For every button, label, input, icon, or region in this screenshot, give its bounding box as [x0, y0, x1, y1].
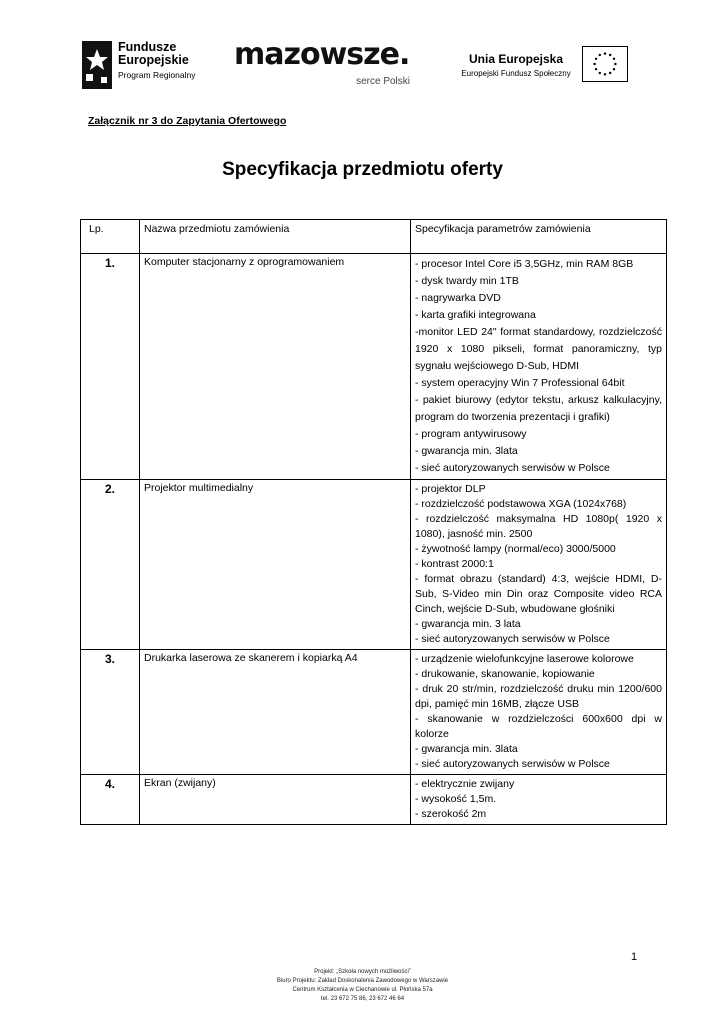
table-row [81, 650, 667, 775]
spec-item: - gwarancja min. 3 lata [415, 618, 521, 630]
ue-title: Unia Europejska [468, 52, 564, 66]
footer-line: Biuro Projektu: Zakład Doskonalenia Zawodowego w Warszawie [276, 978, 449, 984]
row-lp: 2. [81, 480, 140, 650]
spec-item: - druk 20 str/min, rozdzielczość druku min 1200/600 dpi, pamięć min 16MB, złącze USB [415, 683, 662, 710]
spec-item: - skanowanie w rozdzielczości 600x600 dpi w kolorze [415, 713, 662, 740]
fe-star-icon [82, 41, 112, 89]
row-name: Ekran (zwijany) [140, 775, 411, 825]
spec-item: - kontrast 2000:1 [415, 558, 494, 570]
spec-item: - urządzenie wielofunkcyjne laserowe kolorowe [415, 653, 634, 665]
footer-line: Centrum Kształcenia w Ciechanowie ul. Płońska 57a [292, 987, 433, 993]
spec-item: - drukowanie, skanowanie, kopiowanie [415, 668, 595, 680]
page-number: 1 [631, 951, 638, 963]
row-name: Komputer stacjonarny z oprogramowaniem [140, 254, 411, 480]
annex-label: Załącznik nr 3 do Zapytania Ofertowego [88, 115, 287, 127]
spec-item: - wysokość 1,5m. [415, 793, 497, 805]
spec-item: - rozdzielczość maksymalna HD 1080p( 1920 x 1080), jasność min. 2500 [415, 513, 662, 540]
row-spec [411, 775, 667, 825]
specification-table [80, 219, 667, 825]
mazowsze-tagline: serce Polski [356, 76, 410, 87]
row-lp: 4. [81, 775, 140, 825]
spec-item: - sieć autoryzowanych serwisów w Polsce [415, 633, 610, 645]
spec-item: - sieć autoryzowanych serwisów w Polsce [415, 462, 610, 474]
row-spec [411, 650, 667, 775]
spec-item: -monitor LED 24" format standardowy, rozdzielczość 1920 x 1080 pikseli, format panoramiczny, typ sygnału wejściowego D-Sub, HDMI [415, 326, 662, 372]
page-title: Specyfikacja przedmiotu oferty [222, 159, 503, 180]
spec-item: - gwarancja min. 3lata [415, 743, 518, 755]
spec-item: - szerokość 2m [415, 808, 487, 820]
spec-item: - nagrywarka DVD [415, 292, 501, 304]
spec-item: - format obrazu (standard) 4:3, wejście HDMI, D-Sub, S-Video min Din oraz Composite video RCA Cinch, wejście D-Sub, wbudowane głośniki [415, 573, 662, 615]
mazowsze-wordmark: mazowsze. [234, 37, 410, 72]
row-spec [411, 254, 667, 480]
ue-logo-text [456, 52, 576, 92]
spec-item: - procesor Intel Core i5 3,5GHz, min RAM 8GB [415, 258, 634, 270]
fe-line3: Program Regionalny [118, 70, 196, 80]
spec-item: - system operacyjny Win 7 Professional 64bit [415, 377, 625, 389]
spec-item: - program antywirusowy [415, 428, 527, 440]
spec-item: - żywotność lampy (normal/eco) 3000/5000 [415, 543, 616, 555]
spec-item: - dysk twardy min 1TB [415, 275, 519, 287]
footer-line: tel. 23 672 75 86, 23 672 46 64 [320, 996, 405, 1002]
spec-item: - elektrycznie zwijany [415, 778, 515, 790]
table-row [81, 254, 667, 480]
footer-line: Projekt: „Szkoła nowych możliwości” [314, 969, 411, 975]
fe-line1: Fundusze [118, 40, 177, 54]
row-lp: 1. [81, 254, 140, 480]
footer [0, 968, 725, 1004]
table-row [81, 480, 667, 650]
header-logos [82, 38, 642, 96]
fe-line2: Europejskie [118, 53, 189, 67]
header-name: Nazwa przedmiotu zamówienia [140, 220, 411, 254]
spec-item: - karta grafiki integrowana [415, 309, 536, 321]
spec-item: - rozdzielczość podstawowa XGA (1024x768) [415, 498, 627, 510]
row-name: Projektor multimedialny [140, 480, 411, 650]
eu-flag-icon [582, 46, 628, 82]
table-header-row [81, 220, 667, 254]
mazowsze-logo [234, 38, 424, 96]
spec-item: - projektor DLP [415, 483, 486, 495]
table-row [81, 775, 667, 825]
ue-subtitle: Europejski Fundusz Społeczny [461, 69, 571, 78]
row-spec [411, 480, 667, 650]
spec-item: - sieć autoryzowanych serwisów w Polsce [415, 758, 610, 770]
row-lp: 3. [81, 650, 140, 775]
spec-item: - gwarancja min. 3lata [415, 445, 518, 457]
spec-item: - pakiet biurowy (edytor tekstu, arkusz kalkulacyjny, program do tworzenia prezentacji i grafiki) [415, 394, 662, 423]
fundusze-europejskie-logo [82, 41, 212, 89]
header-spec: Specyfikacja parametrów zamówienia [411, 220, 667, 254]
row-name: Drukarka laserowa ze skanerem i kopiarką A4 [140, 650, 411, 775]
header-lp: Lp. [81, 220, 140, 254]
